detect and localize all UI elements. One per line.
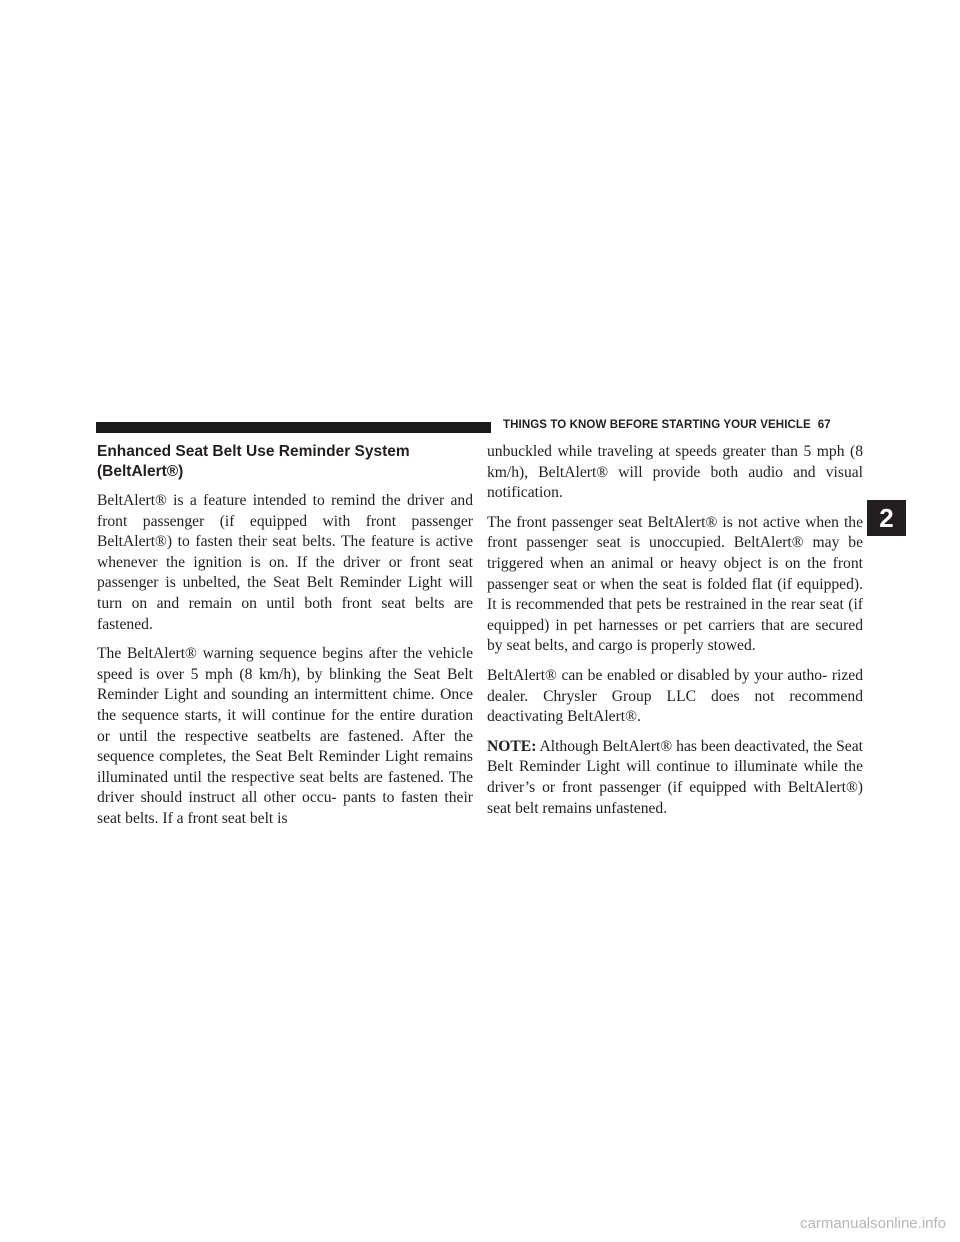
note-text: Although BeltAlert® has been deactivated, the Seat Belt Reminder Light will continue to illuminate while the driver’s or front passenger (if equipped with BeltAlert®) seat belt remains unfastened. bbox=[487, 737, 863, 817]
running-header bbox=[503, 419, 863, 431]
paragraph-continued: unbuckled while traveling at speeds greater than 5 mph (8 km/h), BeltAlert® will provide both audio and visual notification. bbox=[487, 443, 863, 502]
paragraph-passenger-seat: The front passenger seat BeltAlert® is not active when the front passenger seat is unoccupied. BeltAlert® may be triggered when an animal or heavy object is on the front passenger seat or when the seat is folded flat (if equipped). It is recommended that pets be restrained in the rear seat (if equipped) in pet harnesses or pet carriers that are secured by seat belts, and cargo is properly stowed. bbox=[487, 513, 863, 655]
left-column bbox=[97, 442, 473, 839]
right-column bbox=[487, 442, 863, 828]
header-title: THINGS TO KNOW BEFORE STARTING YOUR VEHICLE bbox=[503, 419, 811, 431]
watermark: carmanualsonline.info bbox=[800, 1215, 946, 1232]
note-paragraph bbox=[487, 737, 863, 819]
header-rule bbox=[96, 422, 491, 433]
page-number: 67 bbox=[817, 419, 831, 431]
chapter-tab: 2 bbox=[867, 500, 906, 536]
paragraph-dealer: BeltAlert® can be enabled or disabled by your autho- rized dealer. Chrysler Group LLC does not recommend deactivating BeltAlert®. bbox=[487, 666, 863, 726]
paragraph-warning-sequence: The BeltAlert® warning sequence begins after the vehicle speed is over 5 mph (8 km/h), by blinking the Seat Belt Reminder Light and sounding an intermittent chime. Once the sequence starts, it will continue for the entire duration or until the respective seatbelts are fastened. After the sequence completes, the Seat Belt Reminder Light remains illuminated until the respective seat belts are fastened. The driver should instruct all other occu- pants to fasten their seat belts. If a front seat belt is bbox=[97, 645, 473, 827]
note-label: NOTE: bbox=[487, 737, 537, 755]
section-heading: Enhanced Seat Belt Use Reminder System (BeltAlert®) bbox=[97, 443, 410, 480]
paragraph-intro: BeltAlert® is a feature intended to remind the driver and front passenger (if equipped with front passenger BeltAlert®) to fasten their seat belts. The feature is active whenever the ignition is on. If the driver or front seat passenger is unbelted, the Seat Belt Reminder Light will turn on and remain on until both front seat belts are fastened. bbox=[97, 492, 473, 633]
